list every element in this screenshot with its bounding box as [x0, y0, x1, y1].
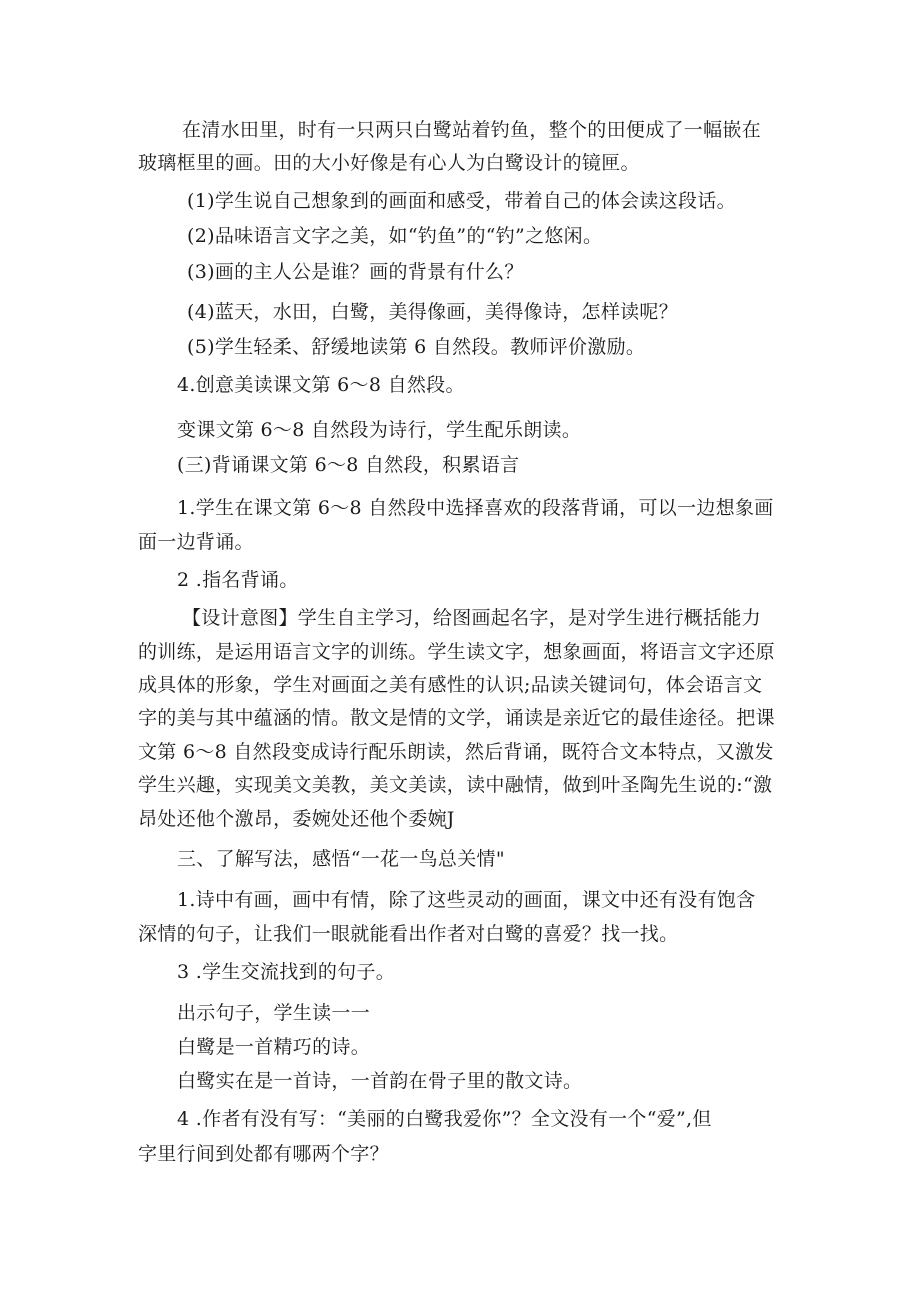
paragraph-line: 字里行间到处都有哪两个字？	[138, 1143, 389, 1165]
list-item: 2 .指名背诵。	[177, 569, 299, 591]
paragraph-line: 玻璃框里的画。田的大小好像是有心人为白鹭设计的镜匣。	[138, 152, 640, 174]
step-item: (3)画的主人公是谁？画的背景有什么？	[187, 261, 524, 283]
step-item: (5)学生轻柔、舒缓地读第 6 自然段。教师评价激励。	[187, 336, 646, 358]
paragraph: 出示句子，学生读一一	[177, 1002, 371, 1024]
section-heading: (三)背诵课文第 6〜8 自然段，积累语言	[177, 454, 520, 476]
paragraph-line: 面一边背诵。	[138, 531, 254, 553]
section-heading: 4.创意美读课文第 6〜8 自然段。	[177, 374, 465, 396]
design-intent-line: 成具体的形象，学生对画面之美有感性的认识;品读关键词句，体会语言文	[138, 674, 763, 696]
paragraph-line: 1.诗中有画，画中有情，除了这些灵动的画面，课文中还有没有饱含	[177, 889, 756, 911]
paragraph-line: 1.学生在课文第 6〜8 自然段中选择喜欢的段落背诵，可以一边想象画	[177, 497, 774, 519]
design-intent-line: 学生兴趣，实现美文美教，美文美读，读中融情，做到叶圣陶先生说的:“激	[138, 774, 773, 796]
design-intent-line: 字的美与其中蕴涵的情。散文是情的文学，诵读是亲近它的最佳途径。把课	[138, 707, 775, 729]
quote-line: 白鹭实在是一首诗，一首韵在骨子里的散文诗。	[177, 1070, 583, 1092]
paragraph-line: 深情的句子，让我们一眼就能看出作者对白鹭的喜爱？找一找。	[138, 923, 679, 945]
step-item: (4)蓝天，水田，白鹭，美得像画，美得像诗，怎样读呢？	[187, 301, 679, 323]
section-heading: 三、了解写法，感悟“一花一鸟总关情"	[177, 848, 505, 870]
step-item: (2)品味语言文字之美，如“钓鱼”的“钓”之悠闲。	[187, 225, 603, 247]
paragraph-line: 在清水田里，时有一只两只白鹭站着钓鱼，整个的田便成了一幅嵌在	[182, 119, 762, 141]
paragraph-line: 4 .作者有没有写：“美丽的白鹭我爱你”？全文没有一个“爱”,但	[177, 1108, 712, 1130]
design-intent-line: 昂处还他个激昂，委婉处还他个委婉J	[138, 808, 455, 830]
list-item: 3 .学生交流找到的句子。	[177, 961, 396, 983]
design-intent-line: 【设计意图】学生自主学习，给图画起名字，是对学生进行概括能力	[182, 607, 762, 629]
paragraph: 变课文第 6〜8 自然段为诗行，学生配乐朗读。	[177, 419, 582, 441]
step-item: (1)学生说自己想象到的画面和感受，带着自己的体会读这段话。	[187, 190, 736, 212]
design-intent-line: 文第 6〜8 自然段变成诗行配乐朗读，然后背诵，既符合文本特点，又激发	[138, 741, 774, 763]
quote-line: 白鹭是一首精巧的诗。	[177, 1036, 371, 1058]
design-intent-line: 的训练，是运用语言文字的训练。学生读文字，想象画面，将语言文字还原	[138, 641, 775, 663]
